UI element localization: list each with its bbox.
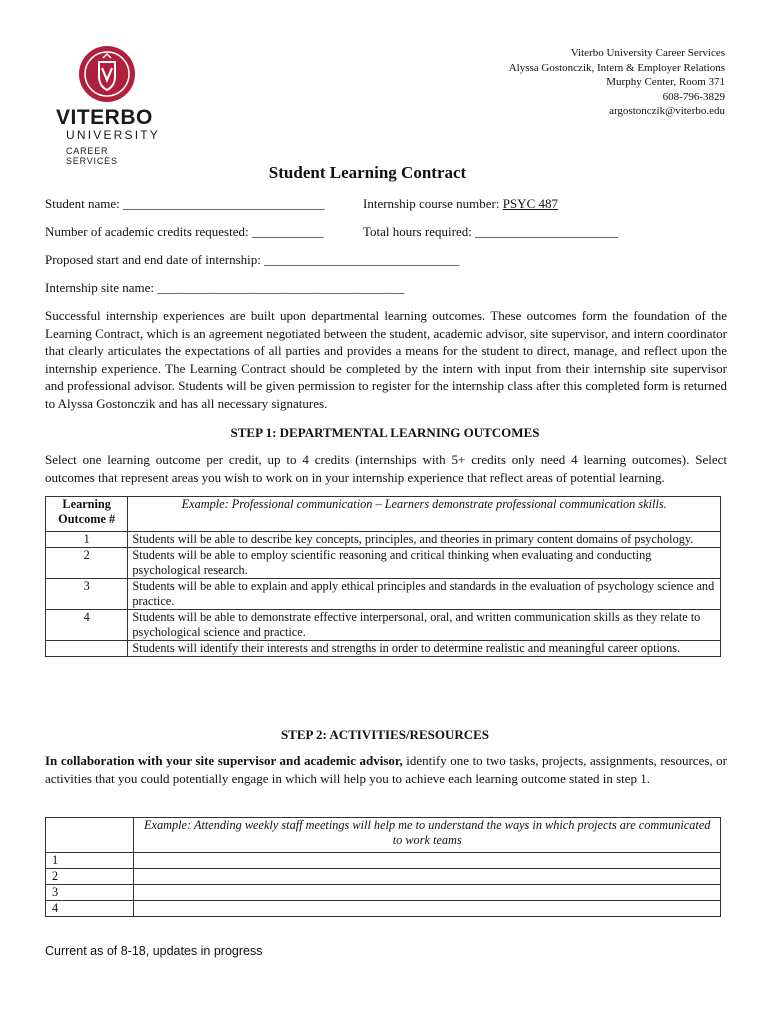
outcome-text: Students will be able to employ scientific reasoning and critical thinking when evaluating and conducting psychological research. <box>128 548 721 579</box>
dates-field[interactable]: Proposed start and end date of internship: ______________________________ <box>45 252 460 267</box>
activity-entry-cell[interactable] <box>134 869 721 885</box>
activities-example: Example: Attending weekly staff meetings will help me to understand the ways in which projects are communicated to work teams <box>134 818 721 853</box>
activity-entry-cell[interactable] <box>134 885 721 901</box>
table-row <box>46 579 721 610</box>
contact-block <box>509 46 725 119</box>
outcome-text: Students will be able to explain and apply ethical principles and standards in the evaluation of psychology science and practice. <box>128 579 721 610</box>
table-row <box>46 532 721 548</box>
step2-intro-rest: identify one to two tasks, projects, assignments, resources, or activities that you could potentially engage in which will help you to achieve each learning outcome stated in step 1. <box>45 753 728 786</box>
contact-line: Viterbo University Career Services <box>570 47 725 59</box>
activity-entry-cell[interactable] <box>134 853 721 869</box>
table-row <box>46 610 721 641</box>
course-number-label: Internship course number: <box>363 196 503 211</box>
activity-number-cell: 3 <box>46 885 134 901</box>
activity-number-cell: 1 <box>46 853 134 869</box>
outcome-text: Students will identify their interests and strengths in order to determine realistic and meaningful career options. <box>128 641 721 657</box>
activity-number-cell: 4 <box>46 901 134 917</box>
activities-number-header <box>46 818 134 853</box>
activity-number-cell: 2 <box>46 869 134 885</box>
contact-line: 608-796-3829 <box>662 90 725 103</box>
table-header-row <box>46 818 721 853</box>
outcome-number-cell[interactable]: 4 <box>46 610 128 641</box>
step1-heading: STEP 1: DEPARTMENTAL LEARNING OUTCOMES <box>230 425 540 440</box>
logo-subtitle: CAREER SERVICES <box>66 146 118 166</box>
course-number-value: PSYC 487 <box>502 196 558 211</box>
contact-line: Murphy Center, Room 371 <box>606 76 725 88</box>
outcome-text: Students will be able to describe key concepts, principles, and theories in primary content domains of psychology. <box>128 532 721 548</box>
student-name-field[interactable]: Student name: _______________________________ <box>45 196 325 211</box>
site-name-field[interactable]: Internship site name: ______________________________________ <box>45 280 405 295</box>
outcome-number-header: Learning Outcome # <box>46 497 128 532</box>
learning-outcomes-table <box>45 496 721 657</box>
contact-line: Alyssa Gostonczik, Intern & Employer Relations <box>508 61 725 74</box>
outcome-number-cell[interactable] <box>46 641 128 657</box>
contact-email[interactable]: argostonczik@viterbo.edu <box>609 105 725 117</box>
activity-entry-cell[interactable] <box>134 901 721 917</box>
outcome-number-cell[interactable]: 1 <box>46 532 128 548</box>
step2-intro-bold: In collaboration with your site supervisor and academic advisor, <box>45 753 403 768</box>
table-row <box>46 548 721 579</box>
credits-field[interactable]: Number of academic credits requested: ___________ <box>45 224 324 239</box>
activities-table <box>45 817 721 917</box>
step2-heading: STEP 2: ACTIVITIES/RESOURCES <box>280 727 490 742</box>
outcome-text: Students will be able to demonstrate effective interpersonal, oral, and written communication skills as they relate to psychological science and practice. <box>128 610 721 641</box>
table-row <box>46 853 721 869</box>
outcome-number-cell[interactable]: 3 <box>46 579 128 610</box>
step2-instructions <box>45 752 727 787</box>
outcome-number-cell[interactable]: 2 <box>46 548 128 579</box>
table-row <box>46 641 721 657</box>
outcome-example: Example: Professional communication – Learners demonstrate professional communication skills. <box>128 497 721 532</box>
step1-instructions: Select one learning outcome per credit, up to 4 credits (internships with 5+ credits only need 4 learning outcomes). Select outcomes that represent areas you wish to work on in your internship experience that reflect areas of potential learning. <box>45 452 727 485</box>
page-title: Student Learning Contract <box>268 163 467 182</box>
footer-note: Current as of 8-18, updates in progress <box>45 944 263 958</box>
logo-university: UNIVERSITY <box>66 128 161 142</box>
intro-paragraph: Successful internship experiences are built upon departmental learning outcomes. These outcomes form the foundation of the Learning Contract, which is an agreement negotiated between the student, academic advisor, site supervisor, and intern coordinator that clearly articulates the expectations of all parties and provides a means for the student to direct, manage, and reflect upon the internship experience. The Learning Contract should be completed by the intern with input from their internship site supervisor and professional advisor. Students will be given permission to register for the internship class after this completed form is returned to Alyssa Gostonczik and has all necessary signatures. <box>45 308 727 411</box>
hours-field[interactable]: Total hours required: ______________________ <box>363 224 619 239</box>
course-number-field[interactable] <box>363 196 558 212</box>
table-row <box>46 869 721 885</box>
table-header-row <box>46 497 721 532</box>
table-row <box>46 901 721 917</box>
viterbo-seal-icon <box>79 46 135 102</box>
logo-wordmark: VITERBO <box>56 106 153 129</box>
table-row <box>46 885 721 901</box>
